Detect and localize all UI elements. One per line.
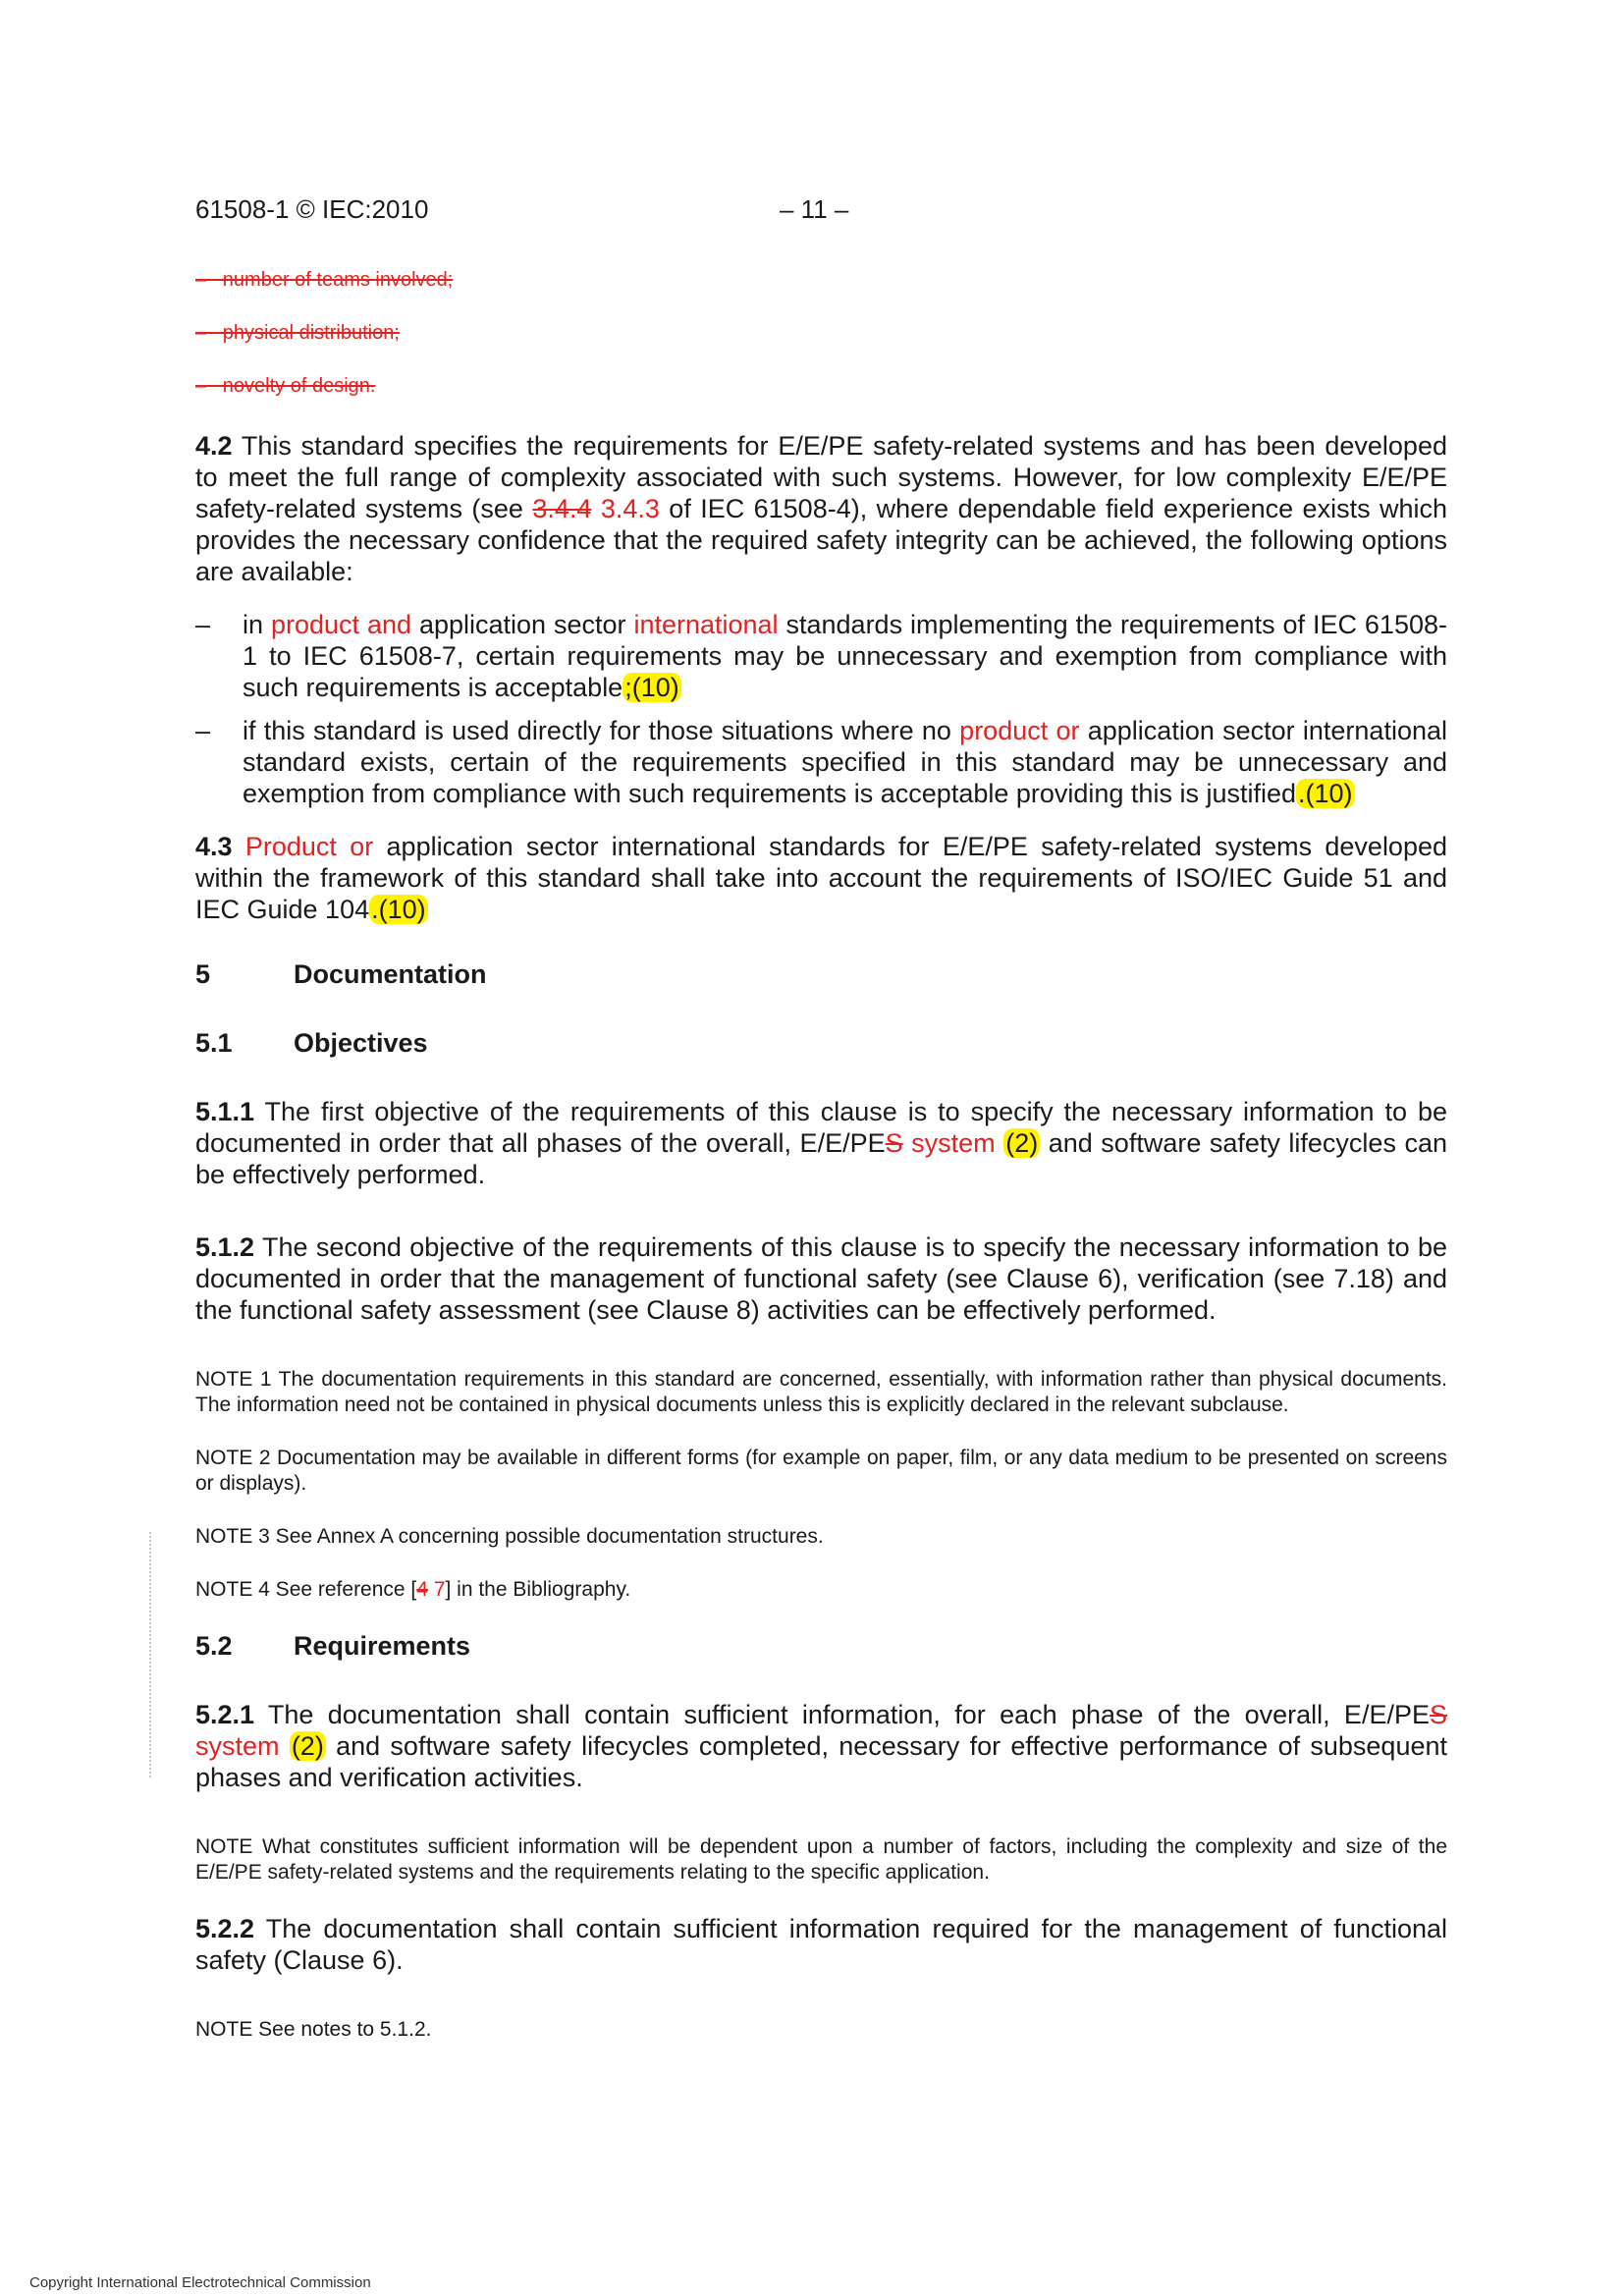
clause-number: 5.1.1 <box>195 1097 255 1126</box>
deleted-list-item: – physical distribution; <box>195 322 400 344</box>
paragraph-5-1-2: 5.1.2 The second objective of the requirements of this clause is to specify the necessary information to be documented in order that the management of functional safety (see Clause 6), verification (see 7.18) and the functional safety assessment (see Clause 8) activities can be effectively performed. <box>195 1232 1447 1325</box>
inserted-text: product or <box>959 716 1080 745</box>
header-document-id: 61508-1 © IEC:2010 <box>195 194 429 224</box>
margin-marks <box>149 1532 155 1777</box>
highlight-marker: (2) <box>291 1731 324 1761</box>
heading-title: Documentation <box>294 959 487 989</box>
section-heading-5-1 <box>195 1027 1447 1059</box>
heading-title: Requirements <box>294 1631 471 1661</box>
copyright-footer: Copyright International Electrotechnical Commission <box>29 2274 371 2291</box>
heading-number: 5.2 <box>195 1631 233 1661</box>
note-2: NOTE 2 Documentation may be available in different forms (for example on paper, film, or any data medium to be presented on screens or displays). <box>195 1447 1447 1495</box>
inserted-text: system <box>195 1731 280 1761</box>
inserted-text: international <box>633 610 779 639</box>
paragraph-5-2-2: 5.2.2 The documentation shall contain sufficient information required for the management of functional safety (Clause 6). <box>195 1914 1447 1975</box>
clause-number: 5.1.2 <box>195 1232 255 1262</box>
section-heading-5-2 <box>195 1630 1447 1662</box>
document-body <box>195 267 1447 2070</box>
inserted-reference: 7 <box>433 1578 446 1601</box>
clause-number: 5.2.1 <box>195 1700 255 1729</box>
paragraph-5-1-1: 5.1.1 The first objective of the requirements of this clause is to specify the necessary information to be documented in order that all phases of the overall, E/E/PES system (2) and software safety lifecycles can be effectively performed. <box>195 1097 1448 1189</box>
deleted-text: S <box>1429 1700 1447 1729</box>
deleted-text: S <box>885 1128 903 1158</box>
note-5-2-2: NOTE See notes to 5.1.2. <box>195 2018 432 2041</box>
inserted-reference: 3.4.3 <box>600 494 660 523</box>
deleted-reference: 3.4.4 <box>532 494 592 523</box>
inserted-text: system <box>902 1128 996 1158</box>
heading-number: 5.1 <box>195 1028 233 1058</box>
heading-number: 5 <box>195 959 211 989</box>
heading-title: Objectives <box>294 1028 428 1058</box>
clause-number: 4.2 <box>195 431 233 461</box>
clause-number: 4.3 <box>195 832 233 861</box>
paragraph-5-2-1: 5.2.1 The documentation shall contain sufficient information, for each phase of the overall, E/E/PES system (2) and software safety lifecycles completed, necessary for effective performance of subsequent phases and verification activities. <box>195 1700 1447 1792</box>
note-1: NOTE 1 The documentation requirements in this standard are concerned, essentially, with information rather than physical documents. The information need not be contained in physical documents unless this is explicitly declared in the relevant subclause. <box>195 1368 1447 1416</box>
page-header <box>195 194 1447 228</box>
highlight-marker: .(10) <box>1298 779 1353 808</box>
highlight-marker: .(10) <box>371 895 426 924</box>
deleted-reference: 4 <box>416 1578 428 1601</box>
clause-number: 5.2.2 <box>195 1914 255 1943</box>
paragraph-4-2: 4.2 This standard specifies the requirements for E/E/PE safety-related systems and has been developed to meet the full range of complexity associated with such systems. However, for low complexity E/E/PE safety-related systems (see 3.4.4 3.4.3 of IEC 61508-4), where dependable field experience exists which provides the necessary confidence that the required safety integrity can be achieved, the following options are available: <box>195 431 1448 586</box>
options-list <box>195 609 1447 809</box>
list-dash: – <box>195 610 211 639</box>
list-dash: – <box>195 716 211 745</box>
section-heading-5 <box>195 958 1447 990</box>
highlight-marker: (2) <box>1005 1128 1039 1158</box>
highlight-marker: ;(10) <box>624 673 679 702</box>
paragraph-4-3: 4.3 Product or application sector international standards for E/E/PE safety-related systems developed within the framework of this standard shall take into account the requirements of ISO/IEC Guide 51 and IEC Guide 104.(10) <box>195 832 1448 924</box>
deleted-list-item: – number of teams involved; <box>195 269 454 291</box>
note-4: NOTE 4 See reference [4 7] in the Bibliography. <box>195 1578 631 1601</box>
inserted-text: product and <box>270 610 412 639</box>
inserted-text: Product or <box>244 832 374 861</box>
list-item: – in product and application sector international standards implementing the requirements of IEC 61508-1 to IEC 61508-7, certain requirements may be unnecessary and exemption from compliance with such requirements is acceptable;(10) <box>195 610 1447 702</box>
deleted-list-item: – novelty of design. <box>195 375 376 397</box>
note-5-2-1: NOTE What constitutes sufficient information will be dependent upon a number of factors, including the complexity and size of the E/E/PE safety-related systems and the requirements relating to the specific application. <box>195 1835 1447 1884</box>
header-page-number: – 11 – <box>780 194 849 224</box>
note-3: NOTE 3 See Annex A concerning possible documentation structures. <box>195 1525 824 1548</box>
list-item: – if this standard is used directly for those situations where no product or application sector international standard exists, certain of the requirements specified in this standard may be unnecessary and exemption from compliance with such requirements is acceptable providing this is justified.(10) <box>195 716 1447 808</box>
